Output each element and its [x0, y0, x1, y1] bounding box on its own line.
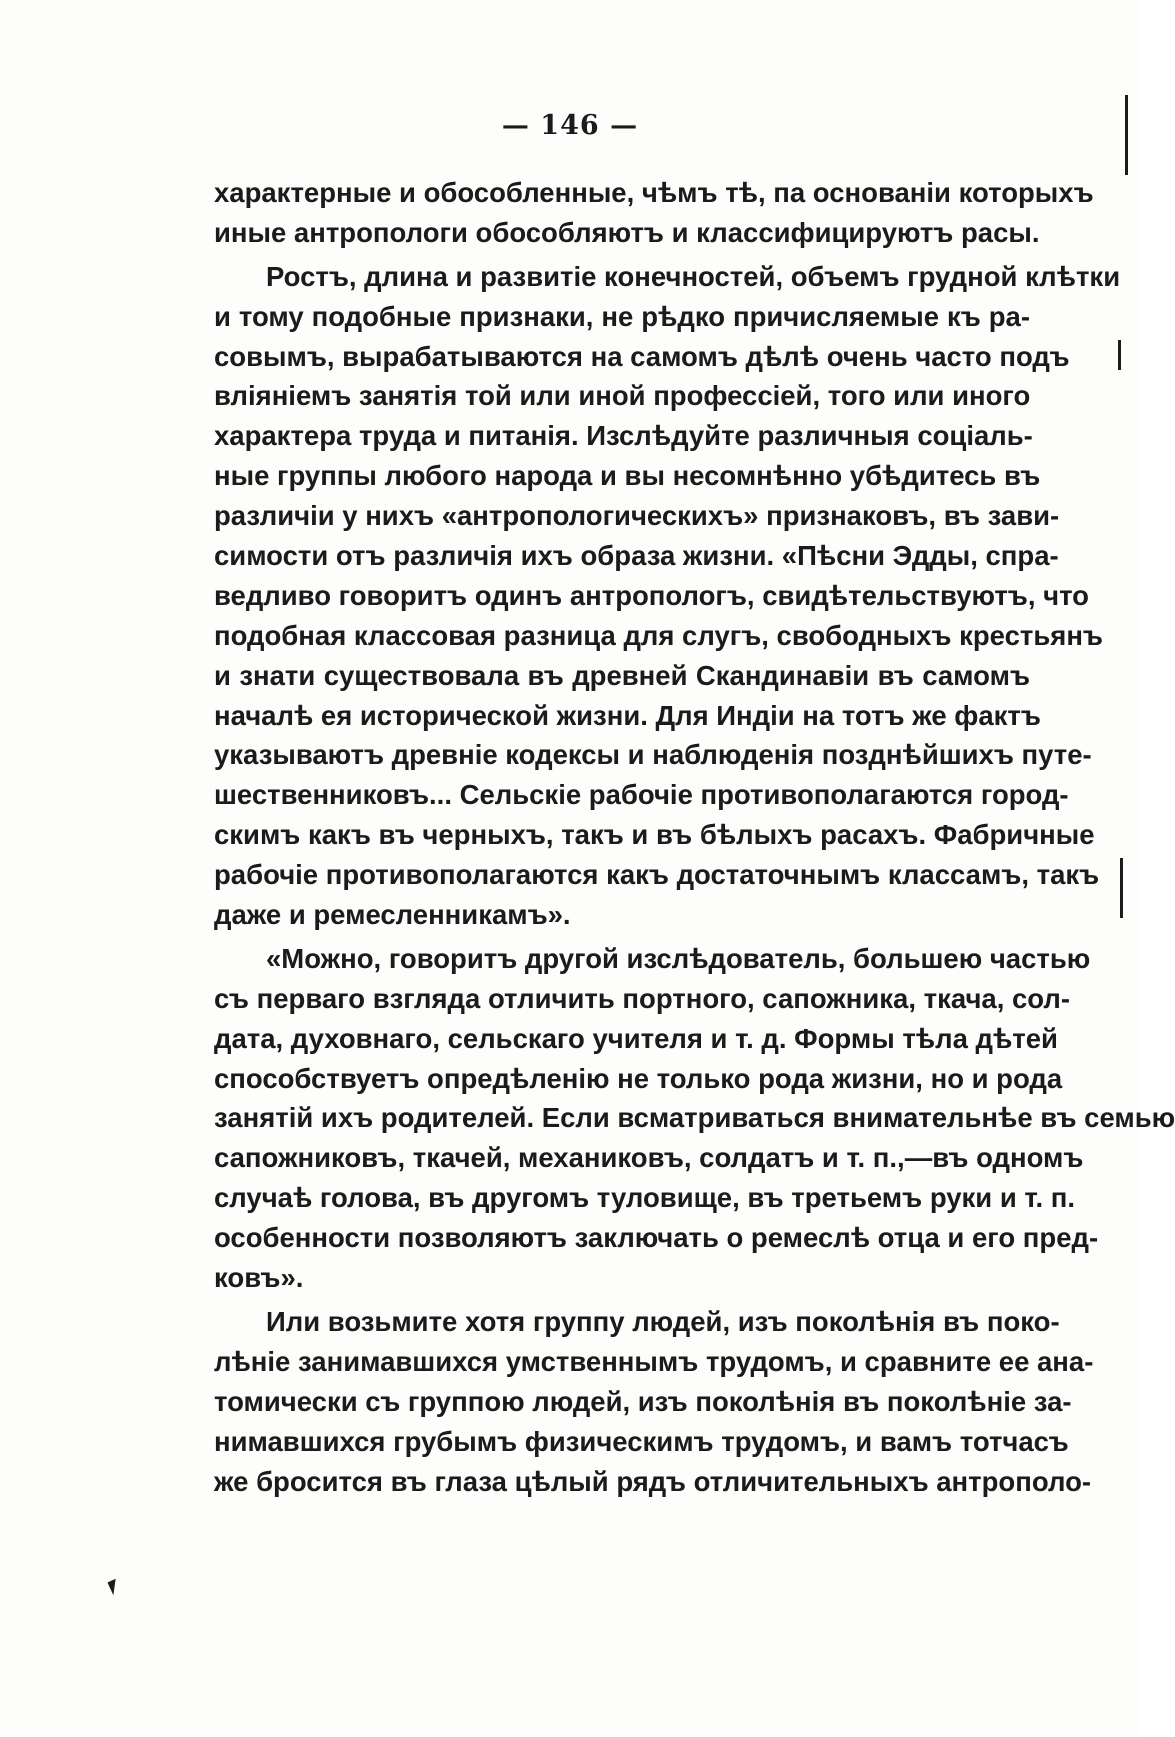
text-line: шественниковъ... Сельскiе рабочiе противополагаются город-: [214, 779, 1069, 811]
text-line: различiи у нихъ «антропологическихъ» признаковъ, въ зави-: [214, 500, 1060, 532]
page-number: — 146 —: [501, 110, 639, 141]
text-line: способствуетъ опредѣленiю не только рода жизни, но и рода: [214, 1062, 1063, 1094]
text-line: подобная классовая разница для слугъ, свободныхъ крестьянъ: [214, 619, 1103, 651]
text-line: совымъ, вырабатываются на самомъ дѣлѣ очень часто подъ: [214, 340, 1070, 372]
text-line: Ростъ, длина и развитiе конечностей, объемъ грудной клѣтки: [266, 260, 1121, 292]
text-line: симости отъ различiя ихъ образа жизни. «Пѣсни Эдды, спра-: [214, 540, 1059, 572]
text-line: лѣнiе занимавшихся умственнымъ трудомъ, и сравните ее ана-: [214, 1345, 1094, 1377]
text-line: ведливо говоритъ одинъ антропологъ, свидѣтельствуютъ, что: [214, 579, 1089, 611]
text-line: и знати существовала въ древней Скандинавiи въ самомъ: [214, 659, 1030, 691]
text-line: характера труда и питанiя. Изслѣдуйте различныя соцiаль-: [214, 420, 1033, 452]
text-line: скимъ какъ въ черныхъ, такъ и въ бѣлыхъ расахъ. Фабричные: [214, 819, 1095, 851]
text-line: указываютъ древнiе кодексы и наблюденiя позднѣйшихъ путе-: [214, 739, 1092, 771]
text-line: съ перваго взгляда отличить портного, сапожника, ткача, сол-: [214, 982, 1071, 1014]
text-line: началѣ ея исторической жизни. Для Индiи на тотъ же фактъ: [214, 699, 1041, 731]
text-line: занятiй ихъ родителей. Если всматриваться внимательнѣе въ семью: [214, 1102, 1175, 1134]
text-line: рабочiе противополагаются какъ достаточнымъ классамъ, такъ: [214, 859, 1100, 891]
text-line: особенности позволяютъ заключать о ремеслѣ отца и его пред-: [214, 1222, 1099, 1254]
text-line: Или возьмите хотя группу людей, изъ поколѣнiя въ поко-: [266, 1305, 1060, 1337]
text-line: томически съ группою людей, изъ поколѣнiя въ поколѣнiе за-: [214, 1385, 1072, 1417]
text-line: же бросится въ глаза цѣлый рядъ отличительныхъ антрополо-: [214, 1465, 1092, 1497]
text-line: ные группы любого народа и вы несомнѣнно убѣдитесь въ: [214, 460, 1041, 492]
scan-edge-mark-top: [1125, 95, 1128, 175]
text-line: иные антропологи обособляютъ и классифицируютъ расы.: [214, 216, 1040, 248]
text-line: «Можно, говоритъ другой изслѣдователь, большею частью: [266, 942, 1091, 974]
text-line: нимавшихся грубымъ физическимъ трудомъ, и вамъ тотчасъ: [214, 1425, 1069, 1457]
body-text: [214, 173, 1175, 1501]
scan-edge-mark-lower: [1120, 858, 1123, 918]
text-line: характерные и обособленные, чѣмъ тѣ, па основанiи которыхъ: [214, 177, 1094, 208]
text-line: случаѣ голова, въ другомъ туловище, въ третьемъ руки и т. п.: [214, 1182, 1075, 1214]
text-line: влiянiемъ занятiя той или иной профессiей, того или иного: [214, 380, 1031, 412]
text-line: и тому подобные признаки, не рѣдко причисляемые къ ра-: [214, 300, 1030, 332]
scan-edge-mark-middle: [1118, 340, 1121, 370]
text-line: даже и ремесленникамъ».: [214, 899, 571, 931]
text-line: дата, духовнаго, сельскаго учителя и т. д. Формы тѣла дѣтей: [214, 1022, 1058, 1054]
text-line: ковъ».: [214, 1262, 304, 1294]
text-line: сапожниковъ, ткачей, механиковъ, солдатъ и т. п.,—въ одномъ: [214, 1142, 1084, 1174]
scan-corner-mark: [107, 1579, 121, 1595]
